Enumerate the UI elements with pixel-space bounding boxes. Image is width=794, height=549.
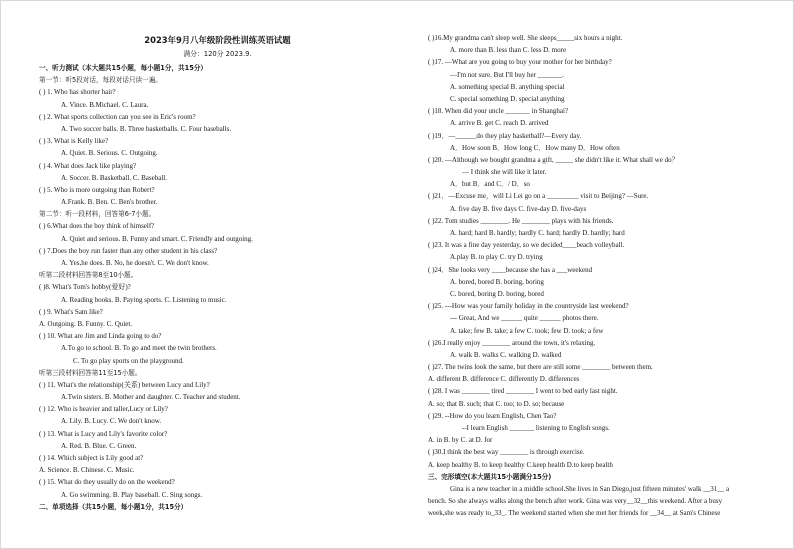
left-line: A.Twin sisters. B. Mother and daughter. C. Teacher and student. [61, 393, 241, 402]
right-line: A. something special B. anything special [450, 82, 565, 91]
right-line: --I learn English _______ listening to English songs. [462, 424, 610, 432]
left-line: ( ) 11. What's the relationship(关系) between Lucy and Lily? [39, 380, 210, 389]
left-line: A. Quiet. B. Serious. C. Outgoing. [61, 149, 158, 158]
right-line: — I think she will like it later. [462, 168, 547, 177]
right-line: ( )16.My grandma can't sleep well. She sleeps_____six hours a night. [428, 34, 623, 42]
right-line: ( )25. ---How was your family holiday in the countryside last weekend? [428, 302, 629, 311]
right-line: A.play B. to play C. try D. trying [450, 253, 543, 262]
left-line: ( )8. What's Tom's hobby(爱好)? [39, 283, 131, 292]
left-line: ( ) 3. What is Kelly like? [39, 137, 109, 146]
right-line: C. bored, boring D. boring, bored [450, 289, 544, 298]
left-line: 听第三段材料回答第11至15小题。 [39, 368, 142, 377]
right-line: --- Great, And we ______ quite ______ photos there. [450, 314, 599, 323]
right-line: A．but B．and C．/ D．so [450, 180, 530, 189]
left-line: A. Reading books. B. Paying sports. C. Listening to music. [61, 295, 227, 304]
left-line: ( ) 13. What is Lucy and Lily's favorite color? [39, 429, 168, 438]
right-line: Gina is a new teacher in a middle school.She lives in San Diego,just fifteen minutes' walk __31__ a [450, 484, 730, 493]
left-line: A. Yes,he does. B. No, he doesn't. C. We don't know. [61, 259, 209, 267]
left-column [39, 62, 399, 513]
right-line: ( )21．—Excuse me，will Li Lei go on a _________ visit to Beijing? —Sure. [428, 192, 649, 201]
left-line: A. Vince. B.Michael. C. Laura. [61, 100, 149, 109]
right-line: A. more than B. less than C. less D. more [450, 46, 567, 55]
right-line: A. different B. difference C. differently D. differences [428, 375, 580, 384]
right-line: week,she was ready to_33_. The weekend started when she met her friends for __34__ at Sam's Chinese [428, 509, 721, 518]
left-line: ( ) 12. Who is heavier and taller,Lucy or Lily? [39, 405, 168, 414]
right-line: A. arrive B. get C. reach D. arrived [450, 119, 549, 128]
right-line: A. keep healthy B. to keep healthy C.keep health D.to keep health [428, 460, 613, 469]
right-line: ( )26.I really enjoy ________ around the town, it's relaxing. [428, 338, 596, 347]
right-line: ( )23. It was a fine day yesterday, so we decided____beach volleyball. [428, 241, 625, 250]
left-line: A. Red. B. Blue. C. Green. [61, 441, 137, 450]
left-line: ( ) 15. What do they usually do on the weekend? [39, 478, 175, 487]
right-line: A. hard; hard B. hardly; hardly C. hard; hardly D. hardly; hard [450, 229, 625, 237]
left-line: A. Quiet and serious. B. Funny and smart. C. Friendly and outgoing. [61, 234, 253, 243]
left-line: ( ) 2. What sports collection can you see in Eric's room? [39, 112, 196, 121]
left-line: A. Soccer. B. Basketball. C. Baseball. [61, 173, 167, 182]
left-line: ( ) 10. What are Jim and Linda going to do? [39, 332, 162, 341]
right-line: ( )29. --How do you learn English, Chen Tao? [428, 411, 557, 420]
right-line: A．How soon B．How long C．How many D．How often [450, 143, 620, 152]
left-line: ( ) 6.What does the boy think of himself? [39, 222, 155, 231]
right-line: ( )19．—______do they play basketball?—Every day. [428, 131, 582, 140]
right-line: ( )27. The twins look the same, but there are still some ________ between them. [428, 363, 653, 372]
right-line: A. in B. by C. at D. for [428, 436, 493, 445]
right-line: —I'm not sure. But I'll buy her _______. [450, 70, 564, 79]
left-line: 听第二段材料回答第8至10小题。 [39, 271, 138, 280]
left-line: A.Frank. B. Ben. C. Ben's brother. [61, 198, 158, 207]
left-line: C. To go play sports on the playground. [73, 356, 184, 365]
left-line: 一、听力测试（本大题共15小题，每小题1分，共15分） [39, 64, 208, 72]
left-line: ( ) 7.Does the boy run faster than any other student in his class? [39, 246, 218, 255]
right-line: bench. So she always walks along the bench after work. Gina was very__32__this weekend. After a busy [428, 497, 723, 506]
right-line: 三、完形填空(本大题共15小题满分15分) [428, 472, 552, 481]
right-line: A. bored, bored B. boring, boring [450, 277, 544, 286]
right-line: ( )17. —What are you going to buy your mother for her birthday? [428, 58, 612, 67]
right-line: A. walk B. walks C. walking D. walked [450, 350, 562, 359]
right-line: ( )18. When did your uncle _______ in Shanghai? [428, 107, 569, 116]
right-line: A. five day B. five days C. five-day D. five-days [450, 204, 587, 213]
right-column [428, 32, 788, 520]
left-line: A. Outgoing. B. Funny. C. Quiet. [39, 319, 133, 328]
right-line: ( )30.I think the best way ________ is through exercise. [428, 448, 585, 457]
left-line: ( ) 14. Which subject is Lily good at? [39, 454, 144, 462]
score-line: 满分：120分 2023.9. [183, 50, 252, 58]
left-line: ( ) 1. Who has shorter hair? [39, 88, 116, 97]
left-line: A. Science. B. Chinese. C. Music. [39, 466, 135, 475]
right-line: ( )20. —Although we bought grandma a gift, _____ she didn't like it. What shall we do？ [428, 155, 679, 164]
left-line: 第一节：听5段对话，每段对话只读一遍。 [39, 76, 162, 85]
right-line: A. take; few B. take; a few C. took; few D. took; a few [450, 326, 604, 335]
right-line: ( )28. I was ________ tired ________ I went to bed early last night. [428, 387, 618, 396]
right-line: ( )24．She looks very ____because she has a ___weekend [428, 265, 593, 274]
right-line: ( )22. Tom studies ________. He ________ plays with his friends. [428, 216, 614, 225]
right-line: C. special something D. special anything [450, 94, 565, 103]
left-line: A.To go to school. B. To go and meet the twin brothers. [61, 344, 217, 353]
left-line: A. Two soccer balls. B. Three basketballs. C. Four baseballs. [61, 124, 232, 133]
left-line: 第二节：听一段材料，回答第6-7小题。 [39, 210, 156, 219]
left-line: ( ) 4. What does Jack like playing? [39, 161, 137, 170]
right-line: A. so; that B. such; that C. too; to D. so; because [428, 399, 565, 408]
left-line: 二、单项选择（共15小题，每小题1分，共15分） [39, 502, 188, 511]
left-line: ( ) 5. Who is more outgoing than Robert? [39, 185, 155, 194]
left-line: A. Go swimming. B. Play baseball. C. Sing songs. [61, 490, 203, 499]
left-line: A. Lily. B. Lucy. C. We don't know. [61, 417, 162, 426]
left-line: ( ) 9. What's Sam like? [39, 307, 103, 316]
exam-title: 2023年9月八年级阶段性训练英语试题 [144, 35, 291, 45]
